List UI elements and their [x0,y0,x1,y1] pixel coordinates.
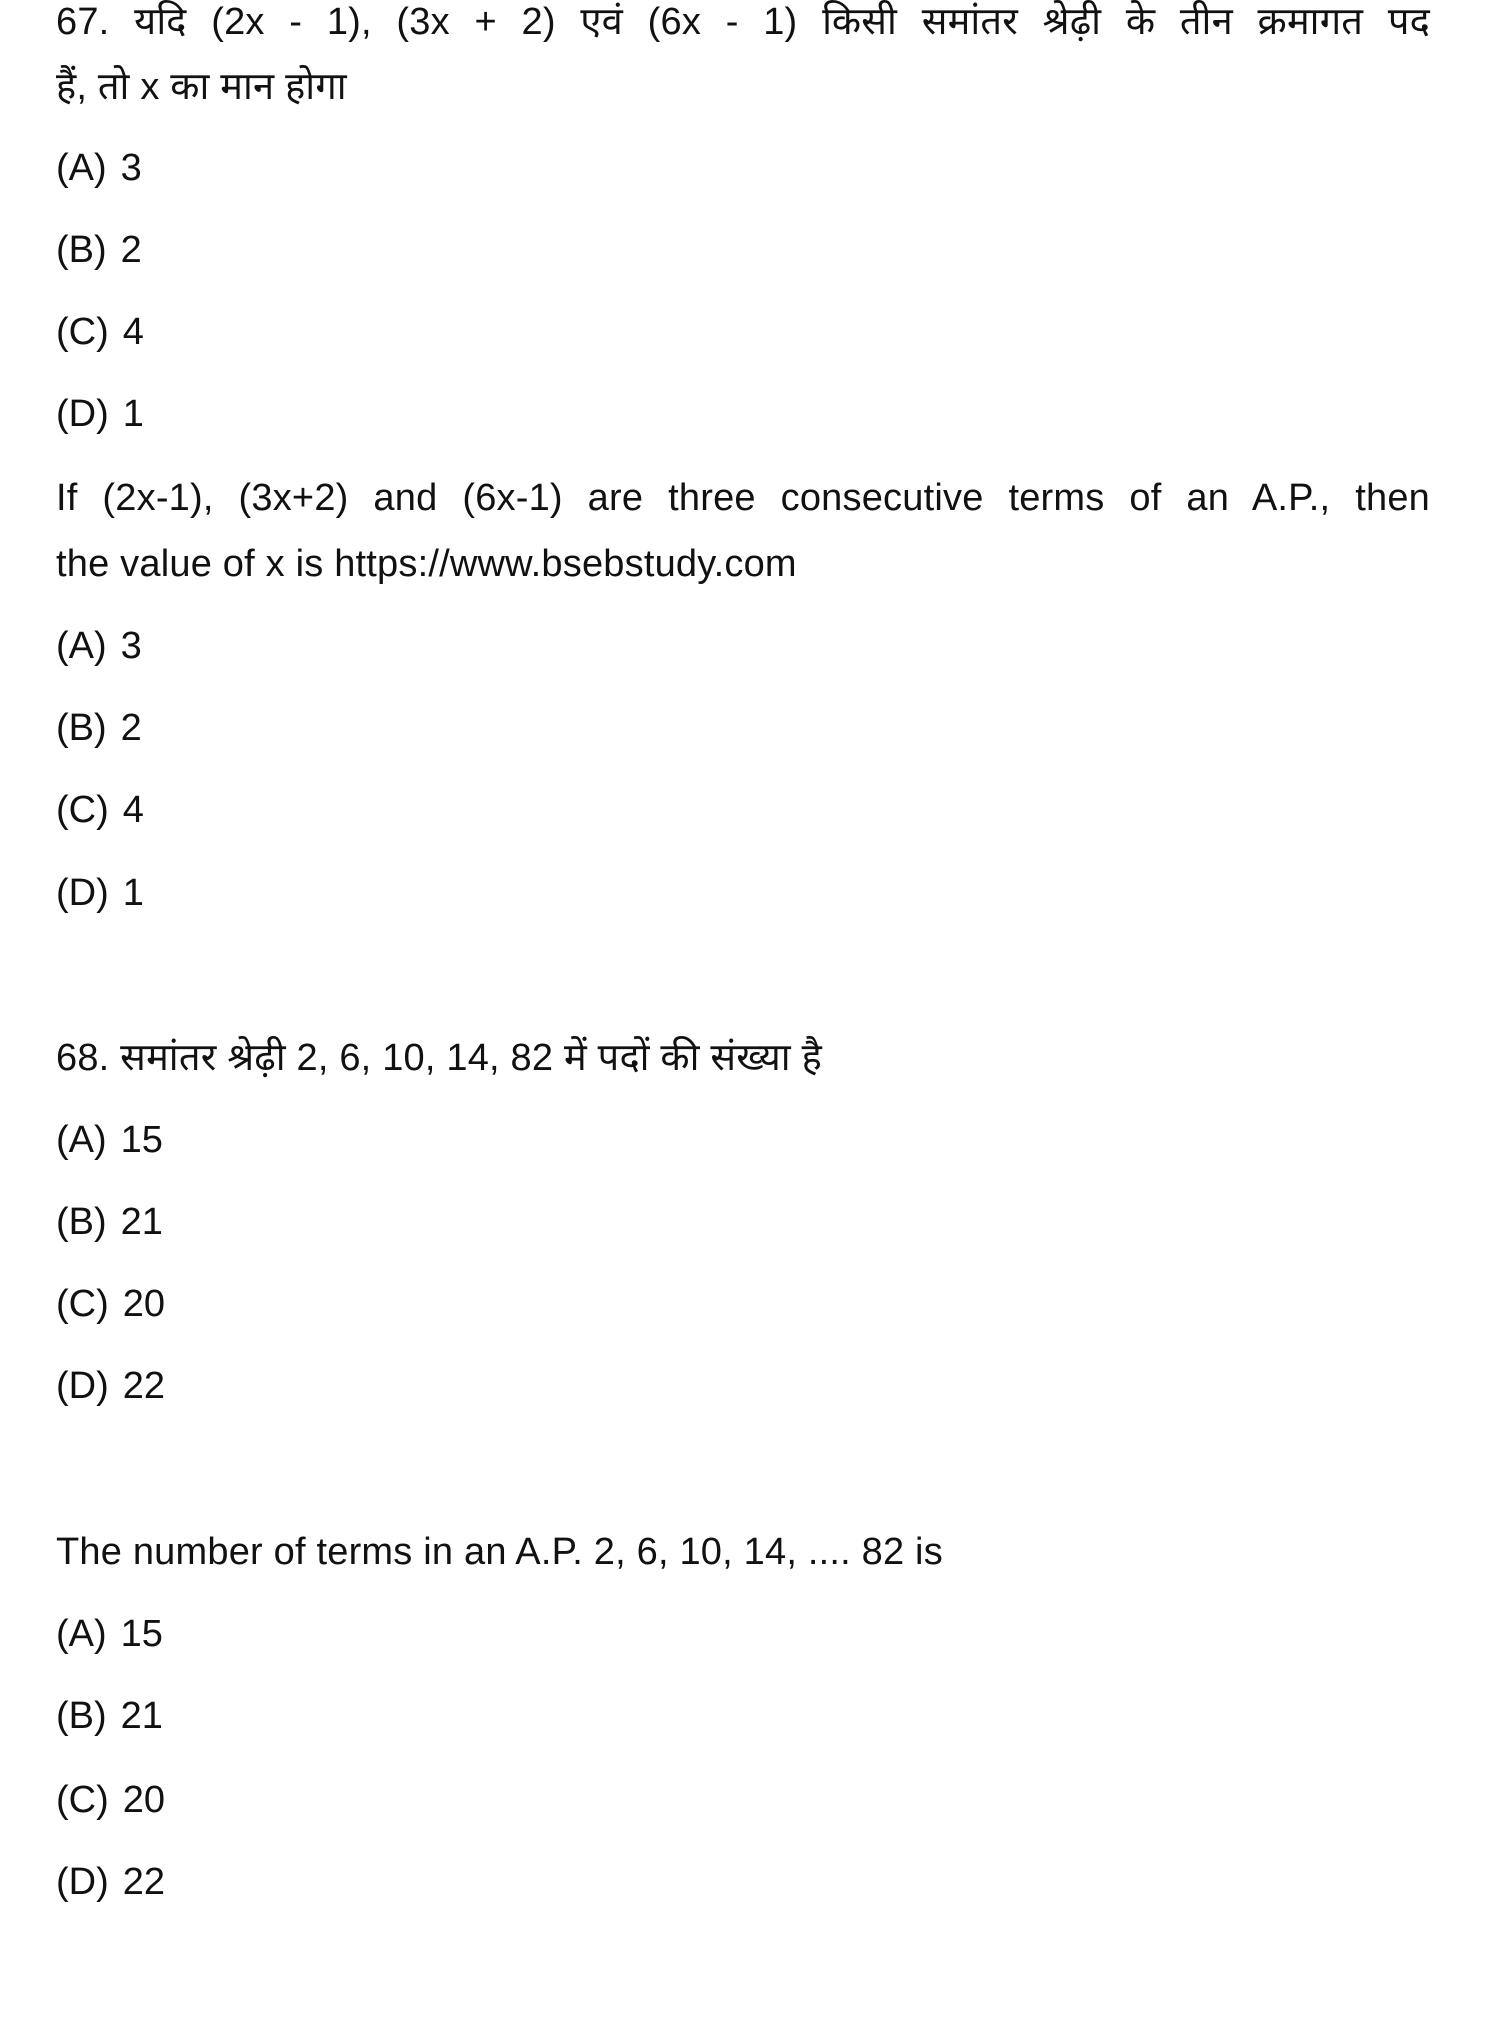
option-letter: (B) [56,1201,107,1243]
option-value: 22 [122,1861,166,1903]
option-letter: (C) [56,311,109,353]
q67-hindi-option-c [56,310,144,354]
q67-english-option-a [56,624,142,668]
option-letter: (A) [56,147,107,189]
q68-hindi-option-b [56,1200,163,1244]
option-letter: (B) [56,1695,107,1737]
option-letter: (D) [56,393,109,435]
q67-hindi-option-d [56,392,144,436]
question-68-english-line-1: The number of terms in an A.P. 2, 6, 10, 14, .... 82 is [56,1531,943,1573]
option-value: 4 [122,789,144,831]
option-letter: (D) [56,1861,109,1903]
option-letter: (B) [56,229,107,271]
option-letter: (C) [56,1779,109,1821]
option-letter: (A) [56,1119,107,1161]
q67-english-option-d [56,871,144,915]
option-value: 15 [120,1613,163,1655]
q68-english-option-b [56,1694,163,1738]
option-value: 20 [122,1779,166,1821]
option-letter: (D) [56,1365,109,1407]
question-67-hindi-line-2: हैं, तो x का मान होगा [56,66,347,108]
option-value: 21 [120,1695,163,1737]
q68-english-option-c [56,1778,165,1822]
option-letter: (A) [56,625,107,667]
q68-hindi-option-d [56,1364,165,1408]
question-67-english-line-2: the value of x is https://www.bsebstudy.com [56,543,797,585]
option-value: 3 [120,625,142,667]
option-value: 22 [122,1365,166,1407]
question-68-hindi-line-1: 68. समांतर श्रेढ़ी 2, 6, 10, 14, 82 में पदों की संख्या है [56,1037,822,1079]
q67-hindi-option-b [56,228,142,272]
option-letter: (C) [56,1283,109,1325]
option-letter: (B) [56,707,107,749]
option-letter: (D) [56,872,109,914]
option-letter: (A) [56,1613,107,1655]
option-letter: (C) [56,789,109,831]
option-value: 1 [122,872,144,914]
option-value: 21 [120,1201,163,1243]
option-value: 4 [122,311,144,353]
option-value: 15 [120,1119,163,1161]
option-value: 1 [122,393,144,435]
q68-hindi-option-c [56,1282,165,1326]
q68-english-option-d [56,1860,165,1904]
q67-english-option-b [56,706,142,750]
option-value: 2 [120,229,142,271]
q68-english-option-a [56,1612,163,1656]
question-67-english-line-1: If (2x-1), (3x+2) and (6x-1) are three consecutive terms of an A.P., then [56,477,1430,519]
option-value: 2 [120,707,142,749]
option-value: 20 [122,1283,166,1325]
q68-hindi-option-a [56,1118,163,1162]
question-67-hindi-line-1: 67. यदि (2x - 1), (3x + 2) एवं (6x - 1) किसी समांतर श्रेढ़ी के तीन क्रमागत पद [56,1,1430,43]
q67-english-option-c [56,788,144,832]
option-value: 3 [120,147,142,189]
q67-hindi-option-a [56,146,142,190]
